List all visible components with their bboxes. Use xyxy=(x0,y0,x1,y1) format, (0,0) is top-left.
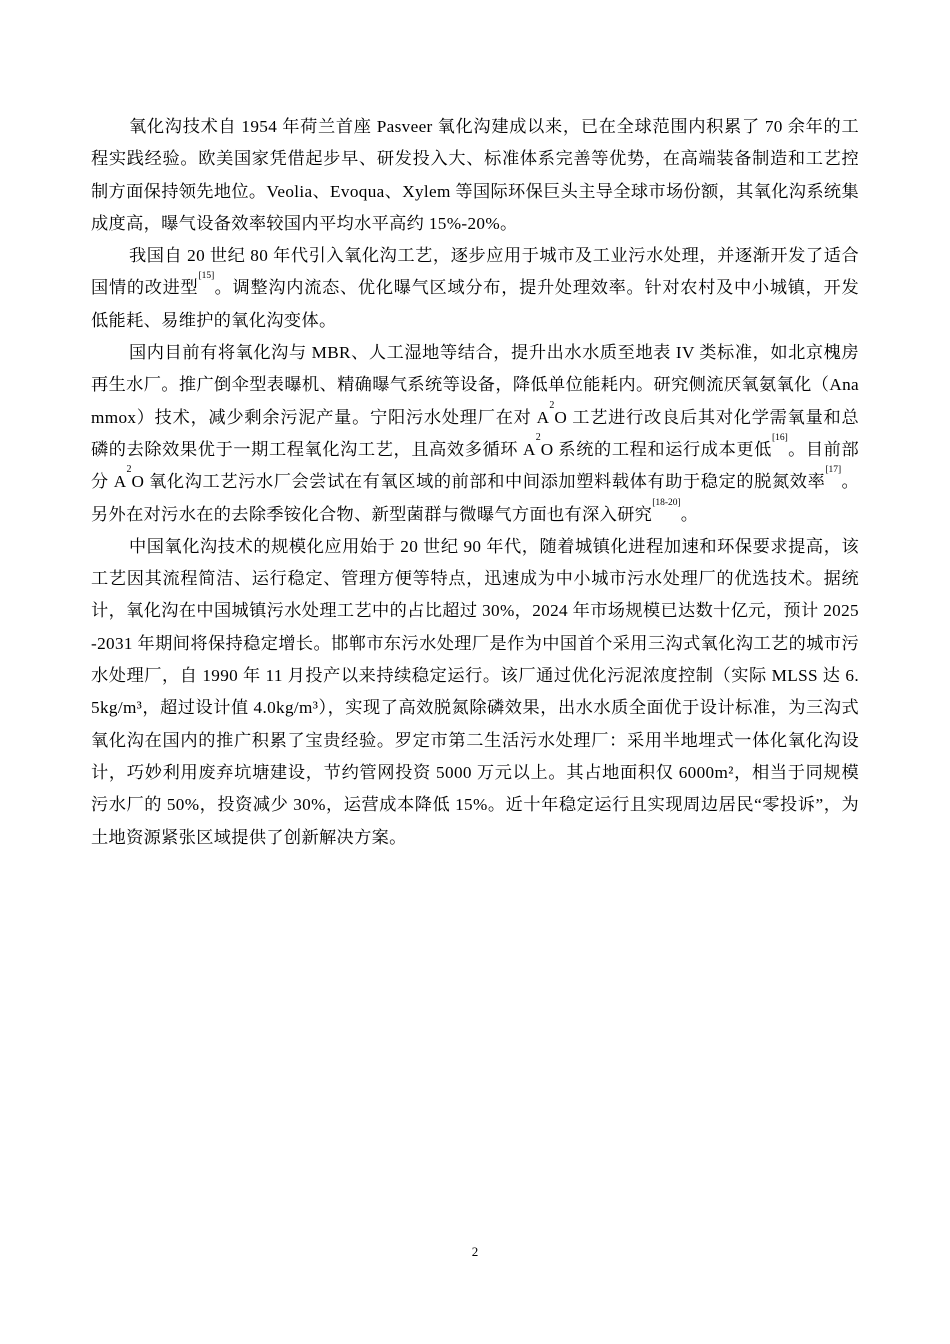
text-run: O 氧化沟工艺污水厂会尝试在有氧区域的前部和中间添加塑料载体有助于稳定的脱氮效率 xyxy=(131,472,826,492)
citation-ref-15: [15] xyxy=(198,271,215,282)
body-text xyxy=(91,111,859,854)
text-run: 氧化沟技术自 1954 年荷兰首座 Pasveer 氧化沟建成以来，已在全球范围内积累了 70 余年的工程实践经验。欧美国家凭借起步早、研发投入大、标准体系完善等优势，在高端装备制造和工艺控制方面保持领先地位。Veolia、Evoqua、Xylem 等国际环保巨头主导全球市场份额，其氧化沟系统集成度高，曝气设备效率较国内平均水平高约 15%-20%。 xyxy=(91,117,859,233)
superscript-2: 2 xyxy=(535,431,541,443)
citation-ref-18-20: [18-20] xyxy=(652,497,681,508)
citation-ref-17: [17] xyxy=(825,465,842,476)
citation-ref-16: [16] xyxy=(771,432,788,443)
superscript-2: 2 xyxy=(549,399,555,411)
paragraph-2 xyxy=(91,240,859,337)
text-run: O 系统的工程和运行成本更低 xyxy=(540,439,772,459)
text-run: O 工艺进行改良后其对化学需氧量和总磷的去除效果优于一期工程氧化沟工艺，且高效多循环 A xyxy=(91,407,860,459)
paragraph-3 xyxy=(91,337,859,531)
text-run: 。目前部分 A xyxy=(91,439,859,492)
text-run: 。另外在对污水在的去除季铵化合物、新型菌群与微曝气方面也有深入研究 xyxy=(91,472,859,524)
text-run: 我国自 20 世纪 80 年代引入氧化沟工艺，逐步应用于城市及工业污水处理，并逐渐开发了适合国情的改进型 xyxy=(91,246,859,298)
superscript-2: 2 xyxy=(126,464,132,476)
text-run: 中国氧化沟技术的规模化应用始于 20 世纪 90 年代，随着城镇化进程加速和环保要求提高，该工艺因其流程简洁、运行稳定、管理方便等特点，迅速成为中小城市污水处理厂的优选技术。据统计，氧化沟在中国城镇污水处理工艺中的占比超过 30%，2024 年市场规模已达数十亿元，预计 2025-2031 年期间将保持稳定增长。邯郸市东污水处理厂是作为中国首个采用三沟式氧化沟工艺的城市污水处理厂，自 1990 年 11 月投产以来持续稳定运行。该厂通过优化污泥浓度控制（实际 MLSS 达 6.5kg/m³，超过设计值 4.0kg/m³），实现了高效脱氮除磷效果，出水水质全面优于设计标准，为三沟式氧化沟在国内的推广积累了宝贵经验。罗定市第二生活污水处理厂：采用半地埋式一体化氧化沟设计，巧妙利用废弃坑塘建设，节约管网投资 5000 万元以上。其占地面积仅 6000m²，相当于同规模污水厂的 50%，投资减少 30%，运营成本降低 15%。近十年稳定运行且实现周边居民“零投诉”，为土地资源紧张区域提供了创新解决方案。 xyxy=(91,536,859,847)
page-number: 2 xyxy=(471,1244,479,1259)
text-run: 。调整沟内流态、优化曝气区域分布，提升处理效率。针对农村及中小城镇，开发低能耗、易维护的氧化沟变体。 xyxy=(91,278,859,330)
paragraph-4 xyxy=(91,531,859,854)
text-run: 国内目前有将氧化沟与 MBR、人工湿地等结合，提升出水水质至地表 IV 类标准，如北京槐房再生水厂。推广倒伞型表曝机、精确曝气系统等设备，降低单位能耗内。研究侧流厌氧氨氧化（Anammox）技术，减少剩余污泥产量。宁阳污水处理厂在对 A xyxy=(91,343,859,427)
paragraph-1 xyxy=(91,111,859,240)
text-run: 。 xyxy=(680,504,699,524)
